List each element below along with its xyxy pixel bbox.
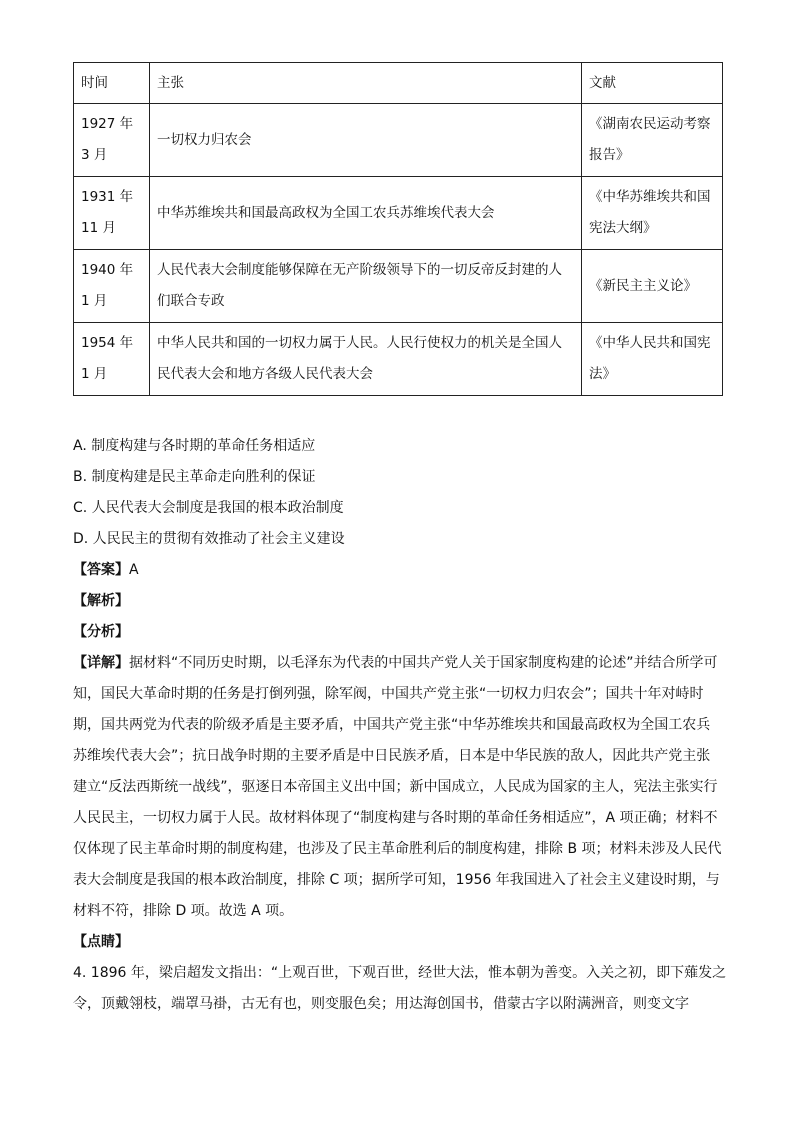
detail-line: 材料不符，排除 D 项。故选 A 项。 — [73, 903, 294, 919]
detail-paragraph — [73, 648, 725, 927]
answer-options — [73, 431, 723, 555]
option-d: D. 人民民主的贯彻有效推动了社会主义建设 — [73, 531, 345, 547]
dianjing-heading: 【点睛】 — [73, 934, 129, 950]
detail-tag: 【详解】 — [73, 655, 129, 671]
question-line: 4. 1896 年，梁启超发文指出：“上观百世，下观百世，经世大法，惟本朝为善变。入关之初，即下薙发之 — [73, 965, 727, 981]
detail-line: 知，国民大革命时期的任务是打倒列强，除军阀，中国共产党主张“一切权力归农会”；国共十年对峙时 — [73, 686, 704, 702]
answer-line — [73, 555, 725, 586]
detail-line: 人民民主，一切权力属于人民。故材料体现了“制度构建与各时期的革命任务相适应”，A 项正确；材料不 — [73, 810, 718, 826]
detail-line: 建立“反法西斯统一战线”，驱逐日本帝国主义出中国；新中国成立，人民成为国家的主人，宪法主张实行 — [73, 779, 718, 795]
detail-line: 表大会制度是我国的根本政治制度，排除 C 项；据所学可知，1956 年我国进入了社会主义建设时期，与 — [73, 872, 720, 888]
cell-claim: 中华人民共和国的一切权力属于人民。人民行使权力的机关是全国人民代表大会和地方各级人民代表大会 — [150, 323, 582, 396]
cell-time: 1954 年 1 月 — [74, 323, 150, 396]
table-row — [74, 323, 723, 396]
cell-doc: 《湖南农民运动考察报告》 — [582, 104, 723, 177]
table-row — [74, 250, 723, 323]
cell-doc: 《中华苏维埃共和国宪法大纲》 — [582, 177, 723, 250]
fenxi-heading: 【分析】 — [73, 624, 129, 640]
option-b: B. 制度构建是民主革命走向胜利的保证 — [73, 469, 316, 485]
cell-time: 1940 年 1 月 — [74, 250, 150, 323]
option-a: A. 制度构建与各时期的革命任务相适应 — [73, 438, 316, 454]
table-row — [74, 177, 723, 250]
detail-line: 仅体现了民主革命时期的制度构建，也涉及了民主革命胜利后的制度构建，排除 B 项；材料未涉及人民代 — [73, 841, 722, 857]
table-row — [74, 104, 723, 177]
cell-claim: 中华苏维埃共和国最高政权为全国工农兵苏维埃代表大会 — [150, 177, 582, 250]
cell-doc: 《新民主主义论》 — [582, 250, 723, 323]
detail-line: 苏维埃代表大会”；抗日战争时期的主要矛盾是中日民族矛盾，日本是中华民族的敌人，因此共产党主张 — [73, 748, 711, 764]
cell-time: 1927 年 3 月 — [74, 104, 150, 177]
analysis-heading: 【解析】 — [73, 593, 129, 609]
detail-line: 【详解】据材料“不同历史时期，以毛泽东为代表的中国共产党人关于国家制度构建的论述”并结合所学可 — [73, 655, 718, 671]
next-question — [73, 958, 725, 1020]
cell-claim: 人民代表大会制度能够保障在无产阶级领导下的一切反帝反封建的人们联合专政 — [150, 250, 582, 323]
answer-tag: 【答案】 — [73, 562, 129, 578]
header-time: 时间 — [74, 63, 150, 104]
cell-claim: 一切权力归农会 — [150, 104, 582, 177]
detail-line: 期，国共两党为代表的阶级矛盾是主要矛盾，中国共产党主张“中华苏维埃共和国最高政权为全国工农兵 — [73, 717, 711, 733]
header-claim: 主张 — [150, 63, 582, 104]
answer-value: A — [129, 562, 139, 578]
table-header-row — [74, 63, 723, 104]
cell-time: 1931 年 11 月 — [74, 177, 150, 250]
solution-section — [73, 555, 725, 1020]
option-c: C. 人民代表大会制度是我国的根本政治制度 — [73, 500, 344, 516]
material-table — [73, 62, 723, 396]
question-line: 令，顶戴翎枝，端罩马褂，古无有也，则变服色矣；用达海创国书，借蒙古字以附满洲音，则变文字 — [73, 996, 689, 1012]
cell-doc: 《中华人民共和国宪法》 — [582, 323, 723, 396]
header-doc: 文献 — [582, 63, 723, 104]
